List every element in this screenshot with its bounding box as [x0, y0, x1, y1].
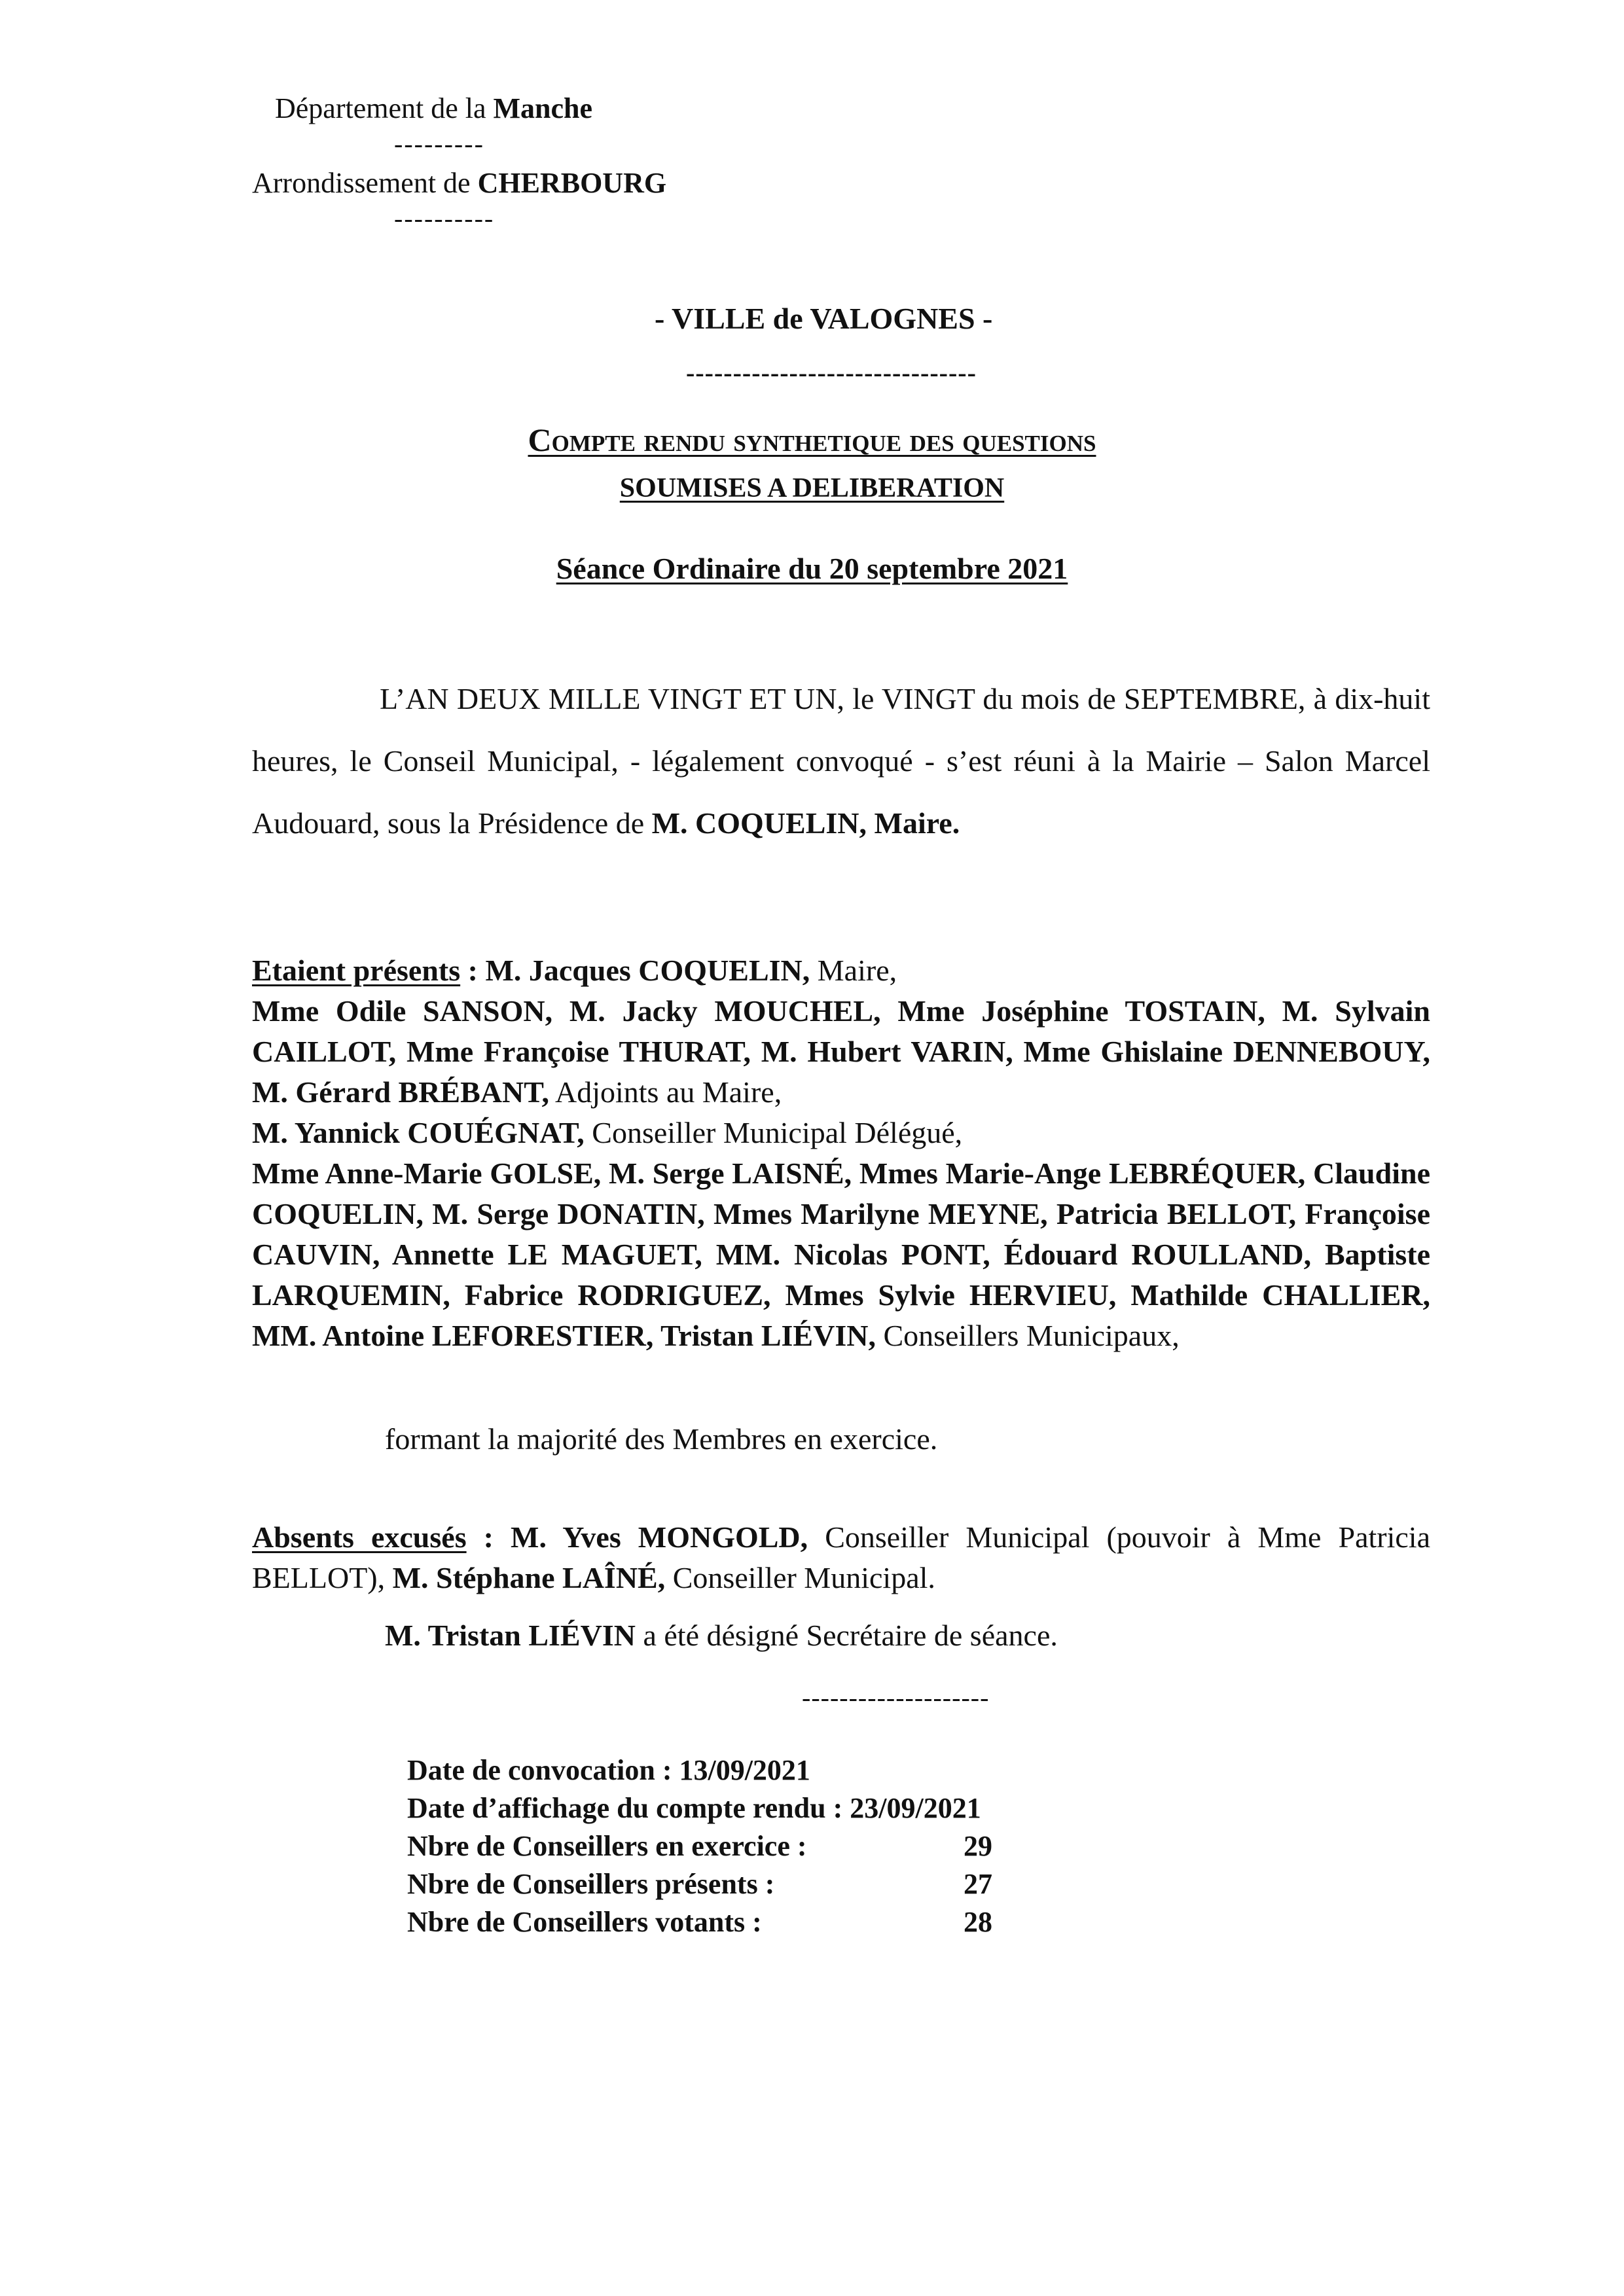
presents-conseillers-role: Conseillers Municipaux,	[875, 1319, 1180, 1352]
stat-affichage: Date d’affichage du compte rendu : 23/09/2021	[407, 1792, 981, 1824]
stat-presents-label: Nbre de Conseillers présents :	[407, 1868, 775, 1900]
stat-exercice	[407, 1827, 992, 1865]
secretary-line	[385, 1618, 1058, 1653]
departement-name: Manche	[493, 92, 593, 124]
presents-adjoints-names: Mme Odile SANSON, M. Jacky MOUCHEL, Mme Joséphine TOSTAIN, M. Sylvain CAILLOT, Mme Françoise THURAT, M. Hubert VARIN, Mme Ghislaine DENNEBOUY, M. Gérard BRÉBANT,	[252, 994, 1430, 1109]
stat-votants-label: Nbre de Conseillers votants :	[407, 1906, 762, 1938]
stats-block	[407, 1751, 992, 1941]
report-subtitle: SOUMISES A DELIBERATION	[619, 473, 1005, 503]
presents-adjoints-role: Adjoints au Maire,	[549, 1075, 782, 1109]
secretary-name: M. Tristan LIÉVIN	[385, 1619, 636, 1652]
report-title: Compte rendu synthetique des questions	[528, 422, 1096, 458]
presents-colon: :	[460, 954, 486, 987]
bottom-separator: --------------------	[802, 1683, 990, 1712]
departement-line	[275, 90, 592, 127]
intro-text: L’AN DEUX MILLE VINGT ET UN, le VINGT du mois de SEPTEMBRE, à dix-huit heures, le Conseil Municipal, - légalement convoqué - s’est réuni à la Mairie – Salon Marcel Audouard, sous la Présidence de	[252, 682, 1430, 840]
absents-paragraph	[252, 1517, 1430, 1598]
header-separator-2: ----------	[394, 204, 495, 233]
stat-votants-value: 28	[964, 1906, 992, 1938]
presents-maire-role: Maire,	[810, 954, 897, 987]
presents-maire-name: M. Jacques COQUELIN,	[485, 954, 810, 987]
city-separator: -------------------------------	[686, 358, 977, 387]
stat-exercice-value: 29	[964, 1830, 992, 1862]
presents-delegue-name: M. Yannick COUÉGNAT,	[252, 1116, 585, 1149]
stat-convocation: Date de convocation : 13/09/2021	[407, 1754, 810, 1786]
secretary-text: a été désigné Secrétaire de séance.	[635, 1619, 1058, 1652]
stat-presents-value: 27	[964, 1868, 992, 1900]
absents-colon: :	[466, 1520, 511, 1554]
arrondissement-name: CHERBOURG	[477, 167, 667, 199]
majority-line: formant la majorité des Membres en exercice.	[385, 1422, 938, 1456]
absents-label: Absents excusés	[252, 1520, 467, 1554]
arrondissement-line	[252, 165, 666, 202]
presents-label: Etaient présents	[252, 954, 461, 987]
intro-president: M. COQUELIN, Maire.	[651, 806, 960, 840]
absent-text-1: Conseiller Municipal (pouvoir à Mme Patricia BELLOT),	[252, 1520, 1431, 1594]
absent-name-2: M. Stéphane LAÎNÉ,	[392, 1561, 666, 1594]
header-separator-1: ---------	[394, 129, 484, 158]
arrondissement-prefix: Arrondissement de	[252, 167, 471, 199]
stat-votants	[407, 1903, 992, 1941]
departement-prefix: Département de la	[275, 92, 486, 124]
presents-delegue-role: Conseiller Municipal Délégué,	[584, 1116, 963, 1149]
presents-paragraph	[252, 950, 1430, 1356]
absent-text-2: Conseiller Municipal.	[665, 1561, 935, 1594]
stat-presents	[407, 1865, 992, 1903]
stat-exercice-label: Nbre de Conseillers en exercice :	[407, 1830, 807, 1862]
intro-paragraph	[252, 668, 1430, 854]
session-title: Séance Ordinaire du 20 septembre 2021	[556, 552, 1068, 585]
city-title: - VILLE de VALOGNES -	[655, 302, 993, 335]
absent-name-1: M. Yves MONGOLD,	[511, 1520, 808, 1554]
presents-conseillers-names: Mme Anne-Marie GOLSE, M. Serge LAISNÉ, Mmes Marie-Ange LEBRÉQUER, Claudine COQUELIN, M. Serge DONATIN, Mmes Marilyne MEYNE, Patricia BELLOT, Françoise CAUVIN, Annette LE MAGUET, MM. Nicolas PONT, Édouard ROULLAND, Baptiste LARQUEMIN, Fabrice RODRIGUEZ, Mmes Sylvie HERVIEU, Mathilde CHALLIER, MM. Antoine LEFORESTIER, Tristan LIÉVIN,	[252, 1157, 1430, 1352]
